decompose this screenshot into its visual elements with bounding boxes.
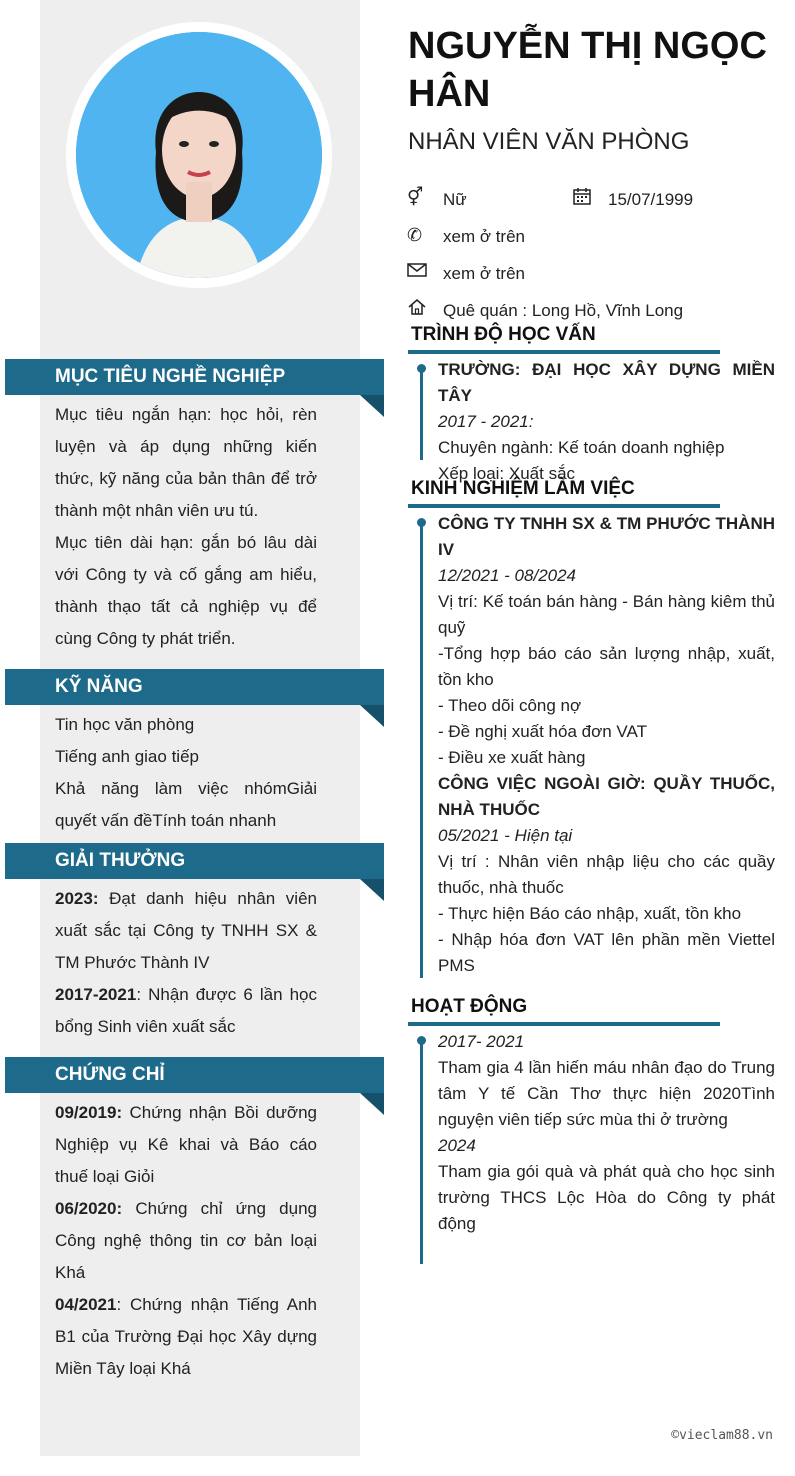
phone-value: xem ở trên: [443, 227, 526, 246]
activity-text: Tham gia gói quà và phát quà cho học sinh trường THCS Lộc Hòa do Công ty phát động: [438, 1162, 775, 1233]
education-heading: TRÌNH ĐỘ HỌC VẤN: [411, 324, 596, 345]
company-name: CÔNG VIỆC NGOÀI GIỜ: QUẦY THUỐC, NHÀ THUỐC: [438, 774, 775, 819]
activity-text: Tham gia 4 lần hiến máu nhân đạo do Trung tâm Y tế Cần Thơ thực hiện 2020Tình nguyện viên tiếp sức mùa thi ở trường: [438, 1058, 775, 1129]
job-period: 12/2021 - 08/2024: [438, 566, 577, 585]
timeline-dot: [417, 518, 426, 527]
certs-list: [55, 1097, 317, 1385]
education-heading-rule: [408, 350, 720, 354]
objective-text: [55, 399, 317, 655]
education-timeline: [420, 366, 423, 460]
hometown-value: Quê quán : Long Hồ, Vĩnh Long: [443, 301, 684, 320]
skill-item: Khả năng làm việc nhómGiải quyết vấn đềTính toán nhanh: [55, 779, 317, 830]
experience-heading-rule: [408, 504, 720, 508]
activity-period: 2024: [438, 1136, 476, 1155]
candidate-name: NGUYỄN THỊ NGỌC HÂN: [408, 25, 767, 115]
skill-item: Tiếng anh giao tiếp: [55, 747, 199, 766]
job-line: - Điều xe xuất hàng: [438, 748, 586, 767]
certs-heading: CHỨNG CHỈ: [5, 1057, 384, 1093]
job-line: - Theo dõi công nợ: [438, 696, 582, 715]
job-line: Vị trí: Kế toán bán hàng - Bán hàng kiêm thủ quỹ: [438, 592, 775, 637]
cert-text: : Chứng nhận Tiếng Anh B1 của Trường Đại học Xây dựng Miền Tây loại Khá: [55, 1295, 317, 1378]
gender-value: Nữ: [443, 190, 467, 209]
award-text: : Nhận được 6 lần học bổng Sinh viên xuất sắc: [55, 985, 317, 1036]
timeline-dot: [417, 1036, 426, 1045]
awards-heading: GIẢI THƯỞNG: [5, 843, 384, 879]
education-entry: [438, 357, 775, 487]
objective-long: Mục tiên dài hạn: gắn bó lâu dài với Công ty và cố gắng am hiểu, thành thạo tất cả nghiệp vụ để cùng Công ty phát triển.: [55, 533, 317, 648]
activities-timeline: [420, 1038, 423, 1264]
education-major: Chuyên ngành: Kế toán doanh nghiệp: [438, 438, 725, 457]
objective-short: Mục tiêu ngắn hạn: học hỏi, rèn luyện và áp dụng những kiến thức, kỹ năng của bản thân để trở thành một nhân viên ưu tú.: [55, 405, 317, 520]
education-grade: Xếp loại: Xuất sắc: [438, 464, 576, 483]
gender-icon: ⚥: [407, 187, 424, 207]
education-period: 2017 - 2021:: [438, 412, 534, 431]
certs-heading-fold: [360, 1093, 384, 1115]
activity-period: 2017- 2021: [438, 1032, 525, 1051]
skill-item: Tin học văn phòng: [55, 715, 195, 734]
job-title: NHÂN VIÊN VĂN PHÒNG: [408, 128, 690, 155]
cert-item: [55, 1289, 317, 1385]
awards-heading-fold: [360, 879, 384, 901]
cert-date: 09/2019:: [55, 1103, 123, 1122]
job-line: - Đề nghị xuất hóa đơn VAT: [438, 722, 647, 741]
skills-heading: KỸ NĂNG: [5, 669, 384, 705]
phone-icon: ✆: [407, 225, 423, 245]
email-value: xem ở trên: [443, 264, 526, 283]
school-name: TRƯỜNG: ĐẠI HỌC XÂY DỰNG MIỀN TÂY: [438, 360, 775, 405]
skills-list: [55, 709, 317, 837]
job-line: - Nhập hóa đơn VAT lên phần mền Viettel PMS: [438, 930, 775, 975]
cert-text: Chứng nhận Bồi dưỡng Nghiệp vụ Kê khai và Báo cáo thuế loại Giỏi: [55, 1103, 317, 1186]
home-icon: [407, 297, 429, 319]
experience-entry: [438, 511, 775, 979]
experience-heading: KINH NGHIỆM LÀM VIỆC: [411, 478, 635, 499]
cert-text: Chứng chỉ ứng dụng Công nghệ thông tin cơ bản loại Khá: [55, 1199, 317, 1282]
cert-item: [55, 1097, 317, 1193]
job-line: Vị trí : Nhân viên nhập liệu cho các quầy thuốc, nhà thuốc: [438, 852, 775, 897]
avatar: [76, 32, 322, 278]
job-period: 05/2021 - Hiện tại: [438, 826, 573, 845]
award-item: [55, 979, 317, 1043]
award-item: [55, 883, 317, 979]
skills-heading-fold: [360, 705, 384, 727]
calendar-icon: [572, 186, 594, 208]
cert-date: 04/2021: [55, 1295, 117, 1314]
objective-heading-fold: [360, 395, 384, 417]
company-name: CÔNG TY TNHH SX & TM PHƯỚC THÀNH IV: [438, 514, 775, 559]
award-year: 2017-2021: [55, 985, 137, 1004]
job-line: - Thực hiện Báo cáo nhập, xuất, tồn kho: [438, 904, 742, 923]
experience-timeline: [420, 520, 423, 978]
activities-heading: HOẠT ĐỘNG: [411, 996, 528, 1017]
activities-heading-rule: [408, 1022, 720, 1026]
award-year: 2023:: [55, 889, 99, 908]
cert-date: 06/2020:: [55, 1199, 123, 1218]
award-text: Đạt danh hiệu nhân viên xuất sắc tại Công ty TNHH SX & TM Phước Thành IV: [55, 889, 317, 972]
birthday-value: 15/07/1999: [608, 190, 694, 209]
timeline-dot: [417, 364, 426, 373]
watermark: ©vieclam88.vn: [671, 1428, 773, 1443]
cert-item: [55, 1193, 317, 1289]
objective-heading: MỤC TIÊU NGHỀ NGHIỆP: [5, 359, 384, 395]
job-line: -Tổng hợp báo cáo sản lượng nhập, xuất, tồn kho: [438, 644, 775, 689]
awards-list: [55, 883, 317, 1043]
activities-entry: [438, 1029, 775, 1237]
email-icon: [407, 261, 429, 283]
